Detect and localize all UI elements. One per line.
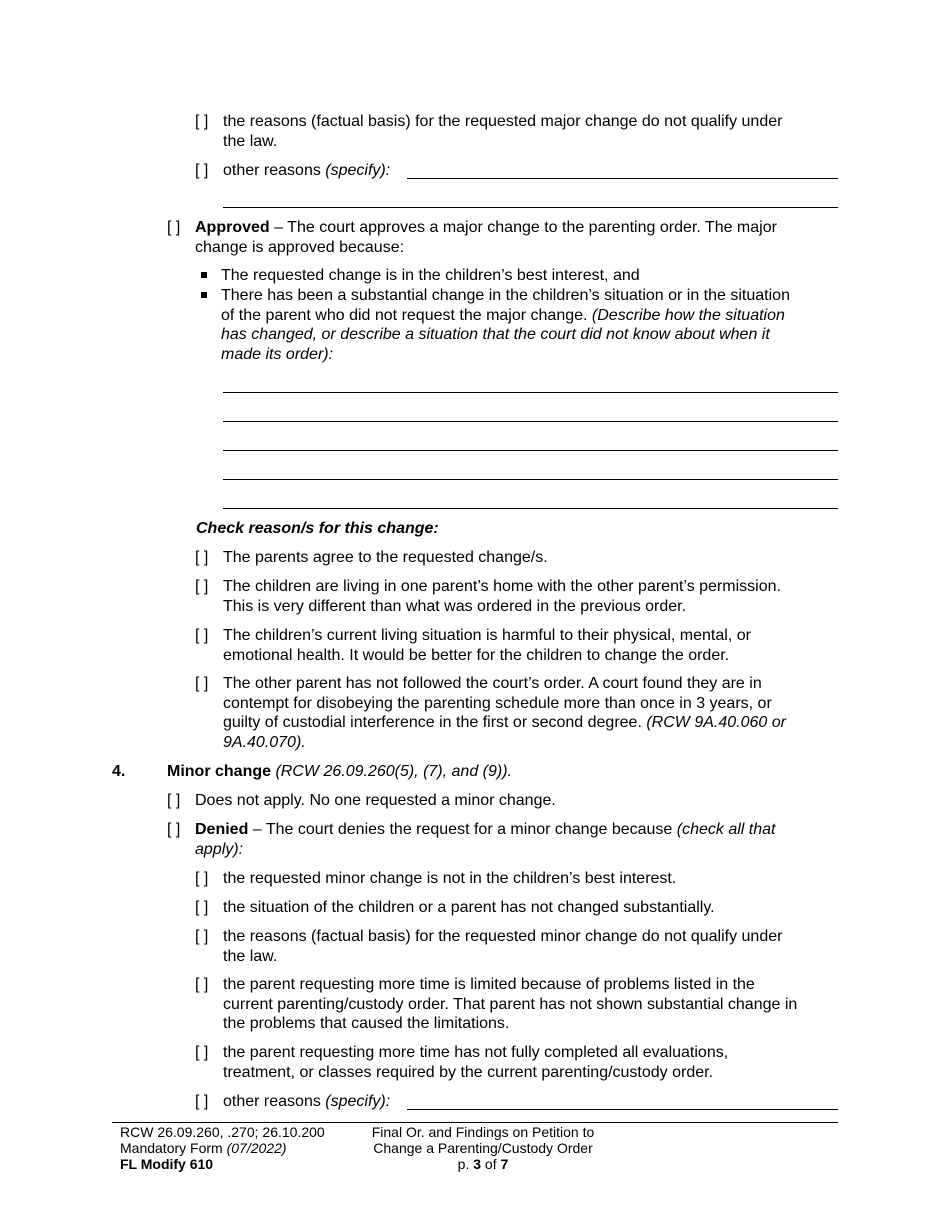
approved-checkbox[interactable]: [ ] <box>167 219 181 236</box>
checkbox[interactable]: [ ] <box>195 899 209 916</box>
text: of <box>481 1156 501 1172</box>
text-line: apply): <box>195 840 244 858</box>
text-line: The children’s current living situation is harmful to their physical, mental, or <box>223 627 751 644</box>
text-line: There has been a substantial change in the children’s situation or in the situation <box>221 287 790 304</box>
checkbox[interactable]: [ ] <box>195 1044 209 1061</box>
checkbox[interactable]: [ ] <box>195 870 209 887</box>
text-line: made its order): <box>221 345 334 363</box>
text-line: The children are living in one parent’s home with the other parent’s permission. <box>223 578 781 595</box>
checkbox[interactable]: [ ] <box>195 928 209 945</box>
italic-text: (check all that <box>676 821 776 838</box>
check-reasons-heading <box>196 519 439 539</box>
text-line: the parent requesting more time has not fully completed all evaluations, <box>223 1044 729 1061</box>
title: Minor change <box>167 763 272 780</box>
reason-text <box>223 898 715 918</box>
text: other reasons <box>223 1093 321 1110</box>
fill-in-line[interactable] <box>223 392 838 393</box>
section-title <box>167 762 512 782</box>
section-number <box>112 762 125 782</box>
text: – The court approves a major change to the parenting order. The major <box>269 219 777 236</box>
denied-text <box>195 820 775 859</box>
text-line: treatment, or classes required by the current parenting/custody order. <box>223 1063 714 1081</box>
reason-text <box>223 869 676 889</box>
checkbox[interactable]: [ ] <box>195 162 209 179</box>
checkbox[interactable]: [ ] <box>195 627 209 644</box>
text-line: the reasons (factual basis) for the requested minor change do not qualify under <box>223 928 783 945</box>
fill-in-line[interactable] <box>407 178 838 179</box>
text-line: the problems that caused the limitations. <box>223 1015 510 1032</box>
fill-in-line[interactable] <box>223 479 838 480</box>
checkbox[interactable]: [ ] <box>195 549 209 566</box>
italic-text: (RCW 9A.40.060 or <box>646 714 786 731</box>
denied-label: Denied <box>195 821 249 838</box>
text-line: This is very different than what was ordered in the previous order. <box>223 597 687 615</box>
text-line: change is approved because: <box>195 238 405 256</box>
total-pages: 7 <box>500 1156 509 1172</box>
bullet-icon <box>201 292 207 298</box>
text: p. <box>457 1156 474 1172</box>
footer-title: Final Or. and Findings on Petition to <box>371 1124 595 1140</box>
footer-title: Change a Parenting/Custody Order <box>373 1140 593 1156</box>
bullet-icon <box>201 272 207 278</box>
specify-label: (specify): <box>325 162 391 179</box>
approved-text <box>195 218 777 257</box>
footer-left <box>120 1124 325 1172</box>
text: other reasons <box>223 162 321 179</box>
text-line: the reasons (factual basis) for the requested major change do not qualify under <box>223 113 783 130</box>
text-line: the situation of the children or a parent has not changed substantially. <box>223 899 715 916</box>
text-line: has changed, or describe a situation that the court did not know about when it <box>221 326 770 343</box>
checkbox[interactable]: [ ] <box>195 578 209 595</box>
checkbox[interactable]: [ ] <box>195 675 209 692</box>
footer-divider <box>112 1122 838 1123</box>
bullet-text <box>221 266 640 286</box>
reason-text <box>223 548 548 568</box>
text-line: the law. <box>223 132 278 150</box>
text-line: current parenting/custody order. That parent has not shown substantial change in <box>223 995 798 1013</box>
does-not-apply-text <box>195 791 556 811</box>
text: of the parent who did not request the major change. <box>221 306 592 324</box>
reason-text <box>223 975 797 1034</box>
italic-text: (Describe how the situation <box>591 306 785 324</box>
other-reasons-label <box>223 161 390 181</box>
footer-date: (07/2022) <box>226 1140 287 1156</box>
denied-checkbox[interactable]: [ ] <box>167 821 181 838</box>
checkbox[interactable]: [ ] <box>195 113 209 130</box>
text-line: the law. <box>223 947 278 965</box>
reason-text <box>223 1043 728 1082</box>
reason-law-text <box>223 112 782 151</box>
text: Mandatory Form <box>120 1140 227 1156</box>
text-line: the requested minor change is not in the children’s best interest. <box>223 870 677 887</box>
text-line: The requested change is in the children’s best interest, and <box>221 267 640 284</box>
specify-label: (specify): <box>325 1093 391 1110</box>
fill-in-line[interactable] <box>407 1109 838 1110</box>
other-reasons-label <box>223 1092 390 1112</box>
text: guilty of custodial interference in the first or second degree. <box>223 714 647 731</box>
reason-text <box>223 626 751 665</box>
text-line: the parent requesting more time is limited because of problems listed in the <box>223 976 755 993</box>
footer-rcw: RCW 26.09.260, .270; 26.10.200 <box>120 1124 325 1140</box>
footer-form-id: FL Modify 610 <box>120 1156 214 1172</box>
fill-in-line[interactable] <box>223 508 838 509</box>
text-line: The other parent has not followed the court’s order. A court found they are in <box>223 675 762 692</box>
fill-in-line[interactable] <box>223 421 838 422</box>
text-line: 9A.40.070). <box>223 733 306 751</box>
fill-in-line[interactable] <box>223 450 838 451</box>
bullet-text <box>221 286 790 364</box>
reason-text <box>223 927 782 966</box>
approved-label: Approved <box>195 219 270 236</box>
checkbox[interactable]: [ ] <box>195 976 209 993</box>
text-line: Does not apply. No one requested a minor change. <box>195 792 556 809</box>
heading: Check reason/s for this change: <box>196 520 439 537</box>
reason-text <box>223 577 781 616</box>
citation: (RCW 26.09.260(5), (7), and (9)). <box>271 763 512 780</box>
checkbox[interactable]: [ ] <box>167 792 181 809</box>
text: – The court denies the request for a minor change because <box>248 821 677 838</box>
text: 4. <box>112 763 126 780</box>
checkbox[interactable]: [ ] <box>195 1093 209 1110</box>
page-number <box>342 1156 624 1172</box>
text-line: The parents agree to the requested change/s. <box>223 549 548 566</box>
fill-in-line[interactable] <box>223 207 838 208</box>
text-line: contempt for disobeying the parenting schedule more than once in 3 years, or <box>223 694 772 712</box>
text-line: emotional health. It would be better for the children to change the order. <box>223 646 730 664</box>
current-page: 3 <box>473 1156 482 1172</box>
footer-center <box>342 1124 624 1172</box>
reason-text <box>223 674 786 752</box>
